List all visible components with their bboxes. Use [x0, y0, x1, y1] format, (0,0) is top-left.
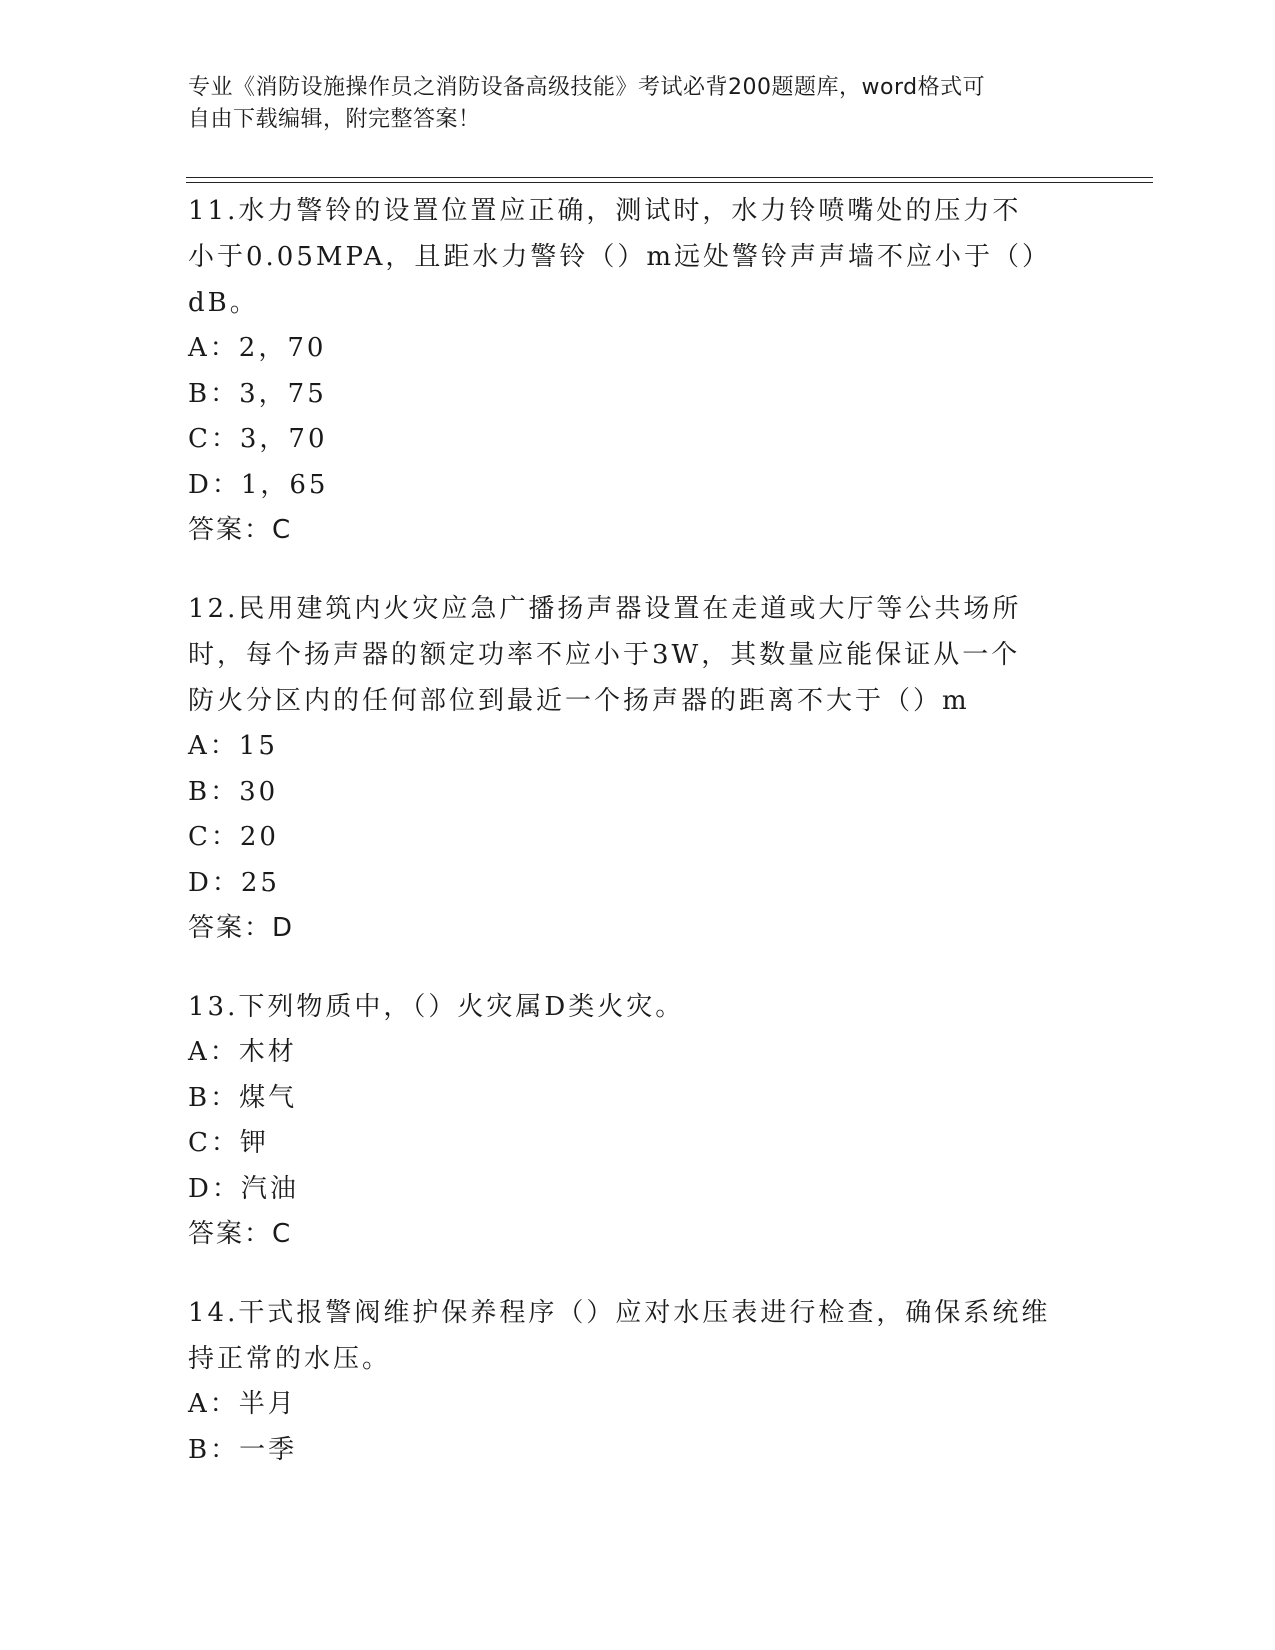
question-text: 14.干式报警阀维护保养程序（）应对水压表进行检查，确保系统维持正常的水压。 — [188, 1298, 1051, 1374]
answer: 答案：C — [188, 515, 293, 545]
option-d: D：1，65 — [188, 469, 329, 500]
option-d: D：汽油 — [188, 1173, 299, 1204]
option-b: B：30 — [188, 776, 279, 807]
option-c: C：钾 — [188, 1128, 269, 1158]
question-13 — [188, 984, 1088, 1256]
answer: 答案：D — [188, 913, 295, 943]
header-divider-top — [186, 177, 1153, 178]
question-11 — [188, 188, 1088, 552]
question-text: 11.水力警铃的设置位置应正确，测试时，水力铃喷嘴处的压力不小于0.05MPA，且距水力警铃（）m远处警铃声声墙不应小于（）dB。 — [188, 196, 1039, 318]
option-b: B：3，75 — [188, 378, 327, 409]
question-list — [188, 188, 1088, 1507]
option-a: A：木材 — [188, 1037, 297, 1067]
option-b: B：煤气 — [188, 1082, 298, 1113]
header-divider-bottom — [186, 182, 1153, 183]
option-c: C：3，70 — [188, 424, 328, 454]
document-header — [188, 72, 1068, 136]
header-line-2: 自由下载编辑，附完整答案！ — [188, 107, 481, 132]
option-a: A：半月 — [188, 1389, 297, 1419]
option-a: A：2，70 — [188, 333, 327, 363]
option-a: A：15 — [188, 731, 278, 761]
answer: 答案：C — [188, 1219, 293, 1249]
option-c: C：20 — [188, 822, 279, 852]
header-line-1: 专业《消防设施操作员之消防设备高级技能》考试必背200题题库，word格式可 — [188, 75, 986, 100]
question-text: 12.民用建筑内火灾应急广播扬声器设置在走道或大厅等公共场所时，每个扬声器的额定功率不应小于3W，其数量应能保证从一个防火分区内的任何部位到最近一个扬声器的距离不大于（）m — [188, 594, 1022, 716]
option-d: D：25 — [188, 867, 280, 898]
option-b: B：一季 — [188, 1434, 298, 1465]
question-text: 13.下列物质中，（）火灾属D类火灾。 — [188, 992, 685, 1022]
question-12 — [188, 586, 1088, 950]
question-14 — [188, 1290, 1088, 1473]
